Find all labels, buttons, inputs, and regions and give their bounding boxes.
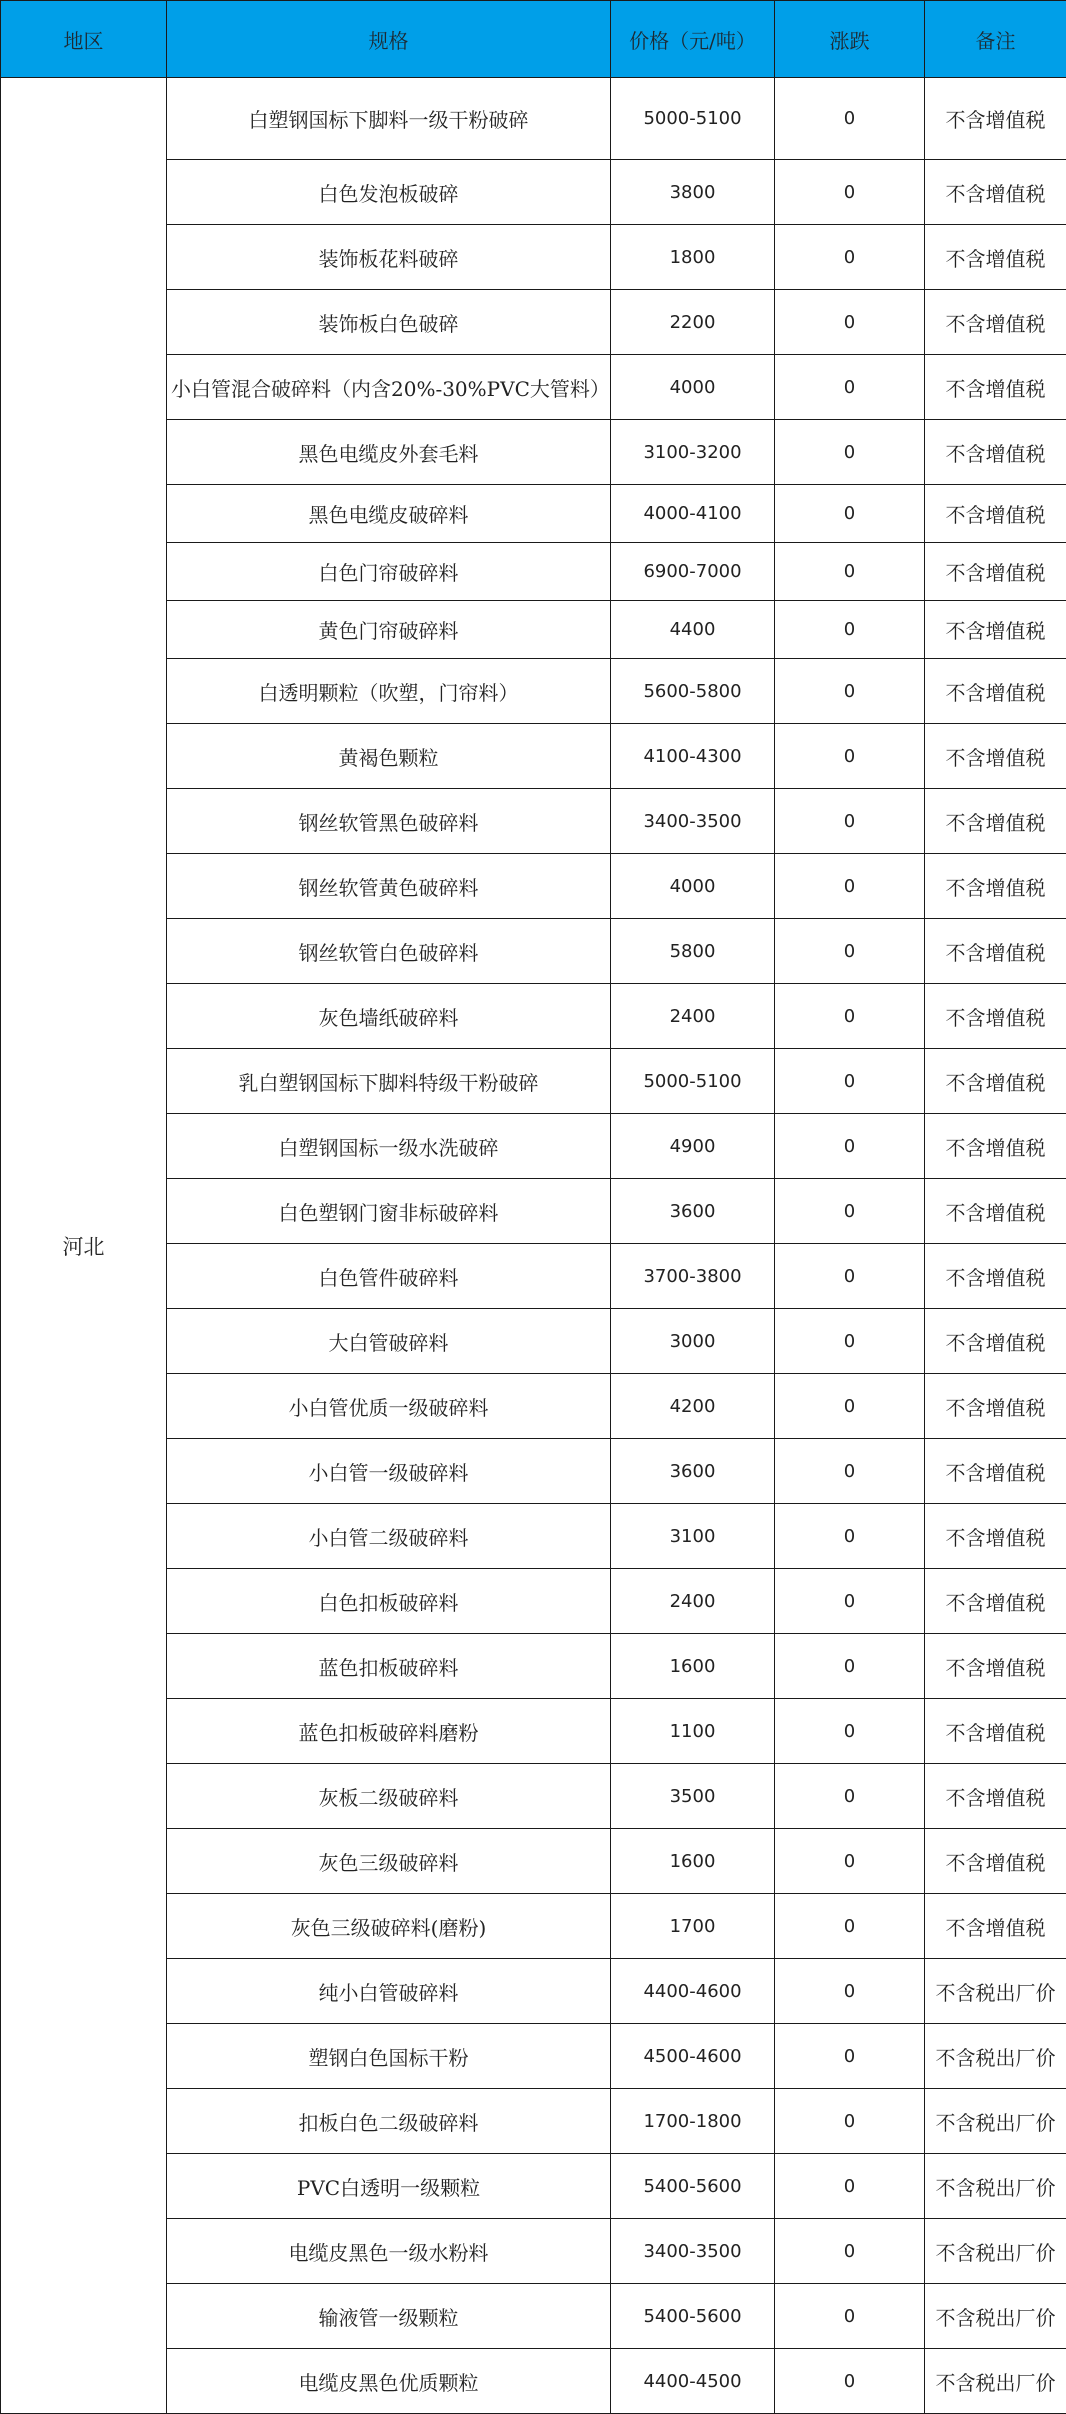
change-cell: 0: [775, 1699, 925, 1764]
note-cell: 不含增值税: [925, 724, 1066, 789]
note-cell: 不含增值税: [925, 1569, 1066, 1634]
spec-cell: 钢丝软管黑色破碎料: [167, 789, 611, 854]
note-cell: 不含税出厂价: [925, 2089, 1066, 2154]
spec-cell: 小白管混合破碎料（内含20%-30%PVC大管料）: [167, 355, 611, 420]
price-cell: 4400-4500: [611, 2349, 775, 2414]
change-cell: 0: [775, 854, 925, 919]
spec-cell: 塑钢白色国标干粉: [167, 2024, 611, 2089]
note-cell: 不含增值税: [925, 543, 1066, 601]
note-cell: 不含税出厂价: [925, 2154, 1066, 2219]
change-cell: 0: [775, 659, 925, 724]
price-cell: 5000-5100: [611, 1049, 775, 1114]
price-cell: 4000: [611, 355, 775, 420]
price-cell: 3000: [611, 1309, 775, 1374]
note-cell: 不含税出厂价: [925, 2284, 1066, 2349]
price-cell: 2400: [611, 1569, 775, 1634]
spec-cell: 大白管破碎料: [167, 1309, 611, 1374]
change-cell: 0: [775, 1049, 925, 1114]
price-cell: 6900-7000: [611, 543, 775, 601]
price-cell: 4500-4600: [611, 2024, 775, 2089]
price-cell: 2400: [611, 984, 775, 1049]
change-cell: 0: [775, 160, 925, 225]
note-cell: 不含税出厂价: [925, 2219, 1066, 2284]
price-cell: 1700: [611, 1894, 775, 1959]
spec-cell: 白透明颗粒（吹塑，门帘料）: [167, 659, 611, 724]
price-cell: 3600: [611, 1179, 775, 1244]
price-cell: 4900: [611, 1114, 775, 1179]
price-cell: 4400: [611, 601, 775, 659]
note-cell: 不含增值税: [925, 1179, 1066, 1244]
spec-cell: 电缆皮黑色优质颗粒: [167, 2349, 611, 2414]
spec-cell: 白塑钢国标一级水洗破碎: [167, 1114, 611, 1179]
spec-cell: 小白管一级破碎料: [167, 1439, 611, 1504]
spec-cell: 小白管二级破碎料: [167, 1504, 611, 1569]
spec-cell: 乳白塑钢国标下脚料特级干粉破碎: [167, 1049, 611, 1114]
change-cell: 0: [775, 1634, 925, 1699]
change-cell: 0: [775, 1894, 925, 1959]
spec-cell: 黑色电缆皮破碎料: [167, 485, 611, 543]
change-cell: 0: [775, 2284, 925, 2349]
change-cell: 0: [775, 78, 925, 160]
note-cell: 不含税出厂价: [925, 1959, 1066, 2024]
spec-cell: 灰色墙纸破碎料: [167, 984, 611, 1049]
spec-cell: 扣板白色二级破碎料: [167, 2089, 611, 2154]
change-cell: 0: [775, 1829, 925, 1894]
price-cell: 3400-3500: [611, 2219, 775, 2284]
note-cell: 不含增值税: [925, 1699, 1066, 1764]
note-cell: 不含增值税: [925, 789, 1066, 854]
table-row: [1, 78, 1066, 160]
note-cell: 不含增值税: [925, 1244, 1066, 1309]
change-cell: 0: [775, 1179, 925, 1244]
change-cell: 0: [775, 789, 925, 854]
note-cell: 不含增值税: [925, 1114, 1066, 1179]
spec-cell: 装饰板白色破碎: [167, 290, 611, 355]
spec-cell: 白色塑钢门窗非标破碎料: [167, 1179, 611, 1244]
price-cell: 4200: [611, 1374, 775, 1439]
table-header-row: [1, 1, 1066, 78]
change-cell: 0: [775, 1959, 925, 2024]
spec-cell: 白色管件破碎料: [167, 1244, 611, 1309]
note-cell: 不含增值税: [925, 1634, 1066, 1699]
spec-cell: 钢丝软管白色破碎料: [167, 919, 611, 984]
header-spec: 规格: [167, 1, 611, 78]
change-cell: 0: [775, 1569, 925, 1634]
change-cell: 0: [775, 290, 925, 355]
spec-cell: 小白管优质一级破碎料: [167, 1374, 611, 1439]
change-cell: 0: [775, 724, 925, 789]
price-cell: 4000: [611, 854, 775, 919]
change-cell: 0: [775, 1504, 925, 1569]
spec-cell: 黑色电缆皮外套毛料: [167, 420, 611, 485]
spec-cell: 纯小白管破碎料: [167, 1959, 611, 2024]
note-cell: 不含增值税: [925, 78, 1066, 160]
change-cell: 0: [775, 919, 925, 984]
spec-cell: 装饰板花料破碎: [167, 225, 611, 290]
note-cell: 不含增值税: [925, 485, 1066, 543]
price-cell: 5000-5100: [611, 78, 775, 160]
spec-cell: 蓝色扣板破碎料: [167, 1634, 611, 1699]
price-cell: 5800: [611, 919, 775, 984]
note-cell: 不含增值税: [925, 1049, 1066, 1114]
price-cell: 3600: [611, 1439, 775, 1504]
note-cell: 不含增值税: [925, 1309, 1066, 1374]
price-cell: 4100-4300: [611, 724, 775, 789]
price-cell: 3100: [611, 1504, 775, 1569]
change-cell: 0: [775, 1244, 925, 1309]
header-change: 涨跌: [775, 1, 925, 78]
change-cell: 0: [775, 543, 925, 601]
price-cell: 5600-5800: [611, 659, 775, 724]
spec-cell: 白色扣板破碎料: [167, 1569, 611, 1634]
note-cell: 不含增值税: [925, 984, 1066, 1049]
price-cell: 1600: [611, 1829, 775, 1894]
change-cell: 0: [775, 485, 925, 543]
note-cell: 不含增值税: [925, 1894, 1066, 1959]
change-cell: 0: [775, 1374, 925, 1439]
spec-cell: 电缆皮黑色一级水粉料: [167, 2219, 611, 2284]
note-cell: 不含税出厂价: [925, 2349, 1066, 2414]
price-cell: 3400-3500: [611, 789, 775, 854]
spec-cell: 蓝色扣板破碎料磨粉: [167, 1699, 611, 1764]
change-cell: 0: [775, 984, 925, 1049]
change-cell: 0: [775, 2219, 925, 2284]
note-cell: 不含增值税: [925, 1504, 1066, 1569]
note-cell: 不含增值税: [925, 355, 1066, 420]
price-cell: 4400-4600: [611, 1959, 775, 2024]
price-cell: 1800: [611, 225, 775, 290]
spec-cell: 白塑钢国标下脚料一级干粉破碎: [167, 78, 611, 160]
change-cell: 0: [775, 355, 925, 420]
price-cell: 4000-4100: [611, 485, 775, 543]
price-cell: 1100: [611, 1699, 775, 1764]
header-note: 备注: [925, 1, 1066, 78]
note-cell: 不含增值税: [925, 1829, 1066, 1894]
region-cell: 河北: [1, 78, 167, 2414]
spec-cell: 黄褐色颗粒: [167, 724, 611, 789]
price-cell: 3100-3200: [611, 420, 775, 485]
price-cell: 1600: [611, 1634, 775, 1699]
spec-cell: 黄色门帘破碎料: [167, 601, 611, 659]
note-cell: 不含增值税: [925, 160, 1066, 225]
price-cell: 3800: [611, 160, 775, 225]
note-cell: 不含增值税: [925, 1764, 1066, 1829]
change-cell: 0: [775, 1114, 925, 1179]
price-cell: 5400-5600: [611, 2154, 775, 2219]
change-cell: 0: [775, 2089, 925, 2154]
note-cell: 不含增值税: [925, 659, 1066, 724]
note-cell: 不含税出厂价: [925, 2024, 1066, 2089]
change-cell: 0: [775, 2349, 925, 2414]
spec-cell: PVC白透明一级颗粒: [167, 2154, 611, 2219]
spec-cell: 灰板二级破碎料: [167, 1764, 611, 1829]
change-cell: 0: [775, 1309, 925, 1374]
price-cell: 3700-3800: [611, 1244, 775, 1309]
change-cell: 0: [775, 1439, 925, 1504]
price-cell: 3500: [611, 1764, 775, 1829]
price-cell: 2200: [611, 290, 775, 355]
spec-cell: 输液管一级颗粒: [167, 2284, 611, 2349]
spec-cell: 灰色三级破碎料: [167, 1829, 611, 1894]
note-cell: 不含增值税: [925, 225, 1066, 290]
change-cell: 0: [775, 601, 925, 659]
spec-cell: 白色发泡板破碎: [167, 160, 611, 225]
spec-cell: 灰色三级破碎料(磨粉): [167, 1894, 611, 1959]
price-cell: 5400-5600: [611, 2284, 775, 2349]
note-cell: 不含增值税: [925, 420, 1066, 485]
spec-cell: 白色门帘破碎料: [167, 543, 611, 601]
table-body: [1, 78, 1066, 2414]
change-cell: 0: [775, 2024, 925, 2089]
header-region: 地区: [1, 1, 167, 78]
change-cell: 0: [775, 2154, 925, 2219]
change-cell: 0: [775, 225, 925, 290]
change-cell: 0: [775, 1764, 925, 1829]
price-cell: 1700-1800: [611, 2089, 775, 2154]
note-cell: 不含增值税: [925, 290, 1066, 355]
note-cell: 不含增值税: [925, 601, 1066, 659]
note-cell: 不含增值税: [925, 919, 1066, 984]
note-cell: 不含增值税: [925, 1439, 1066, 1504]
header-price: 价格（元/吨）: [611, 1, 775, 78]
note-cell: 不含增值税: [925, 854, 1066, 919]
change-cell: 0: [775, 420, 925, 485]
note-cell: 不含增值税: [925, 1374, 1066, 1439]
spec-cell: 钢丝软管黄色破碎料: [167, 854, 611, 919]
